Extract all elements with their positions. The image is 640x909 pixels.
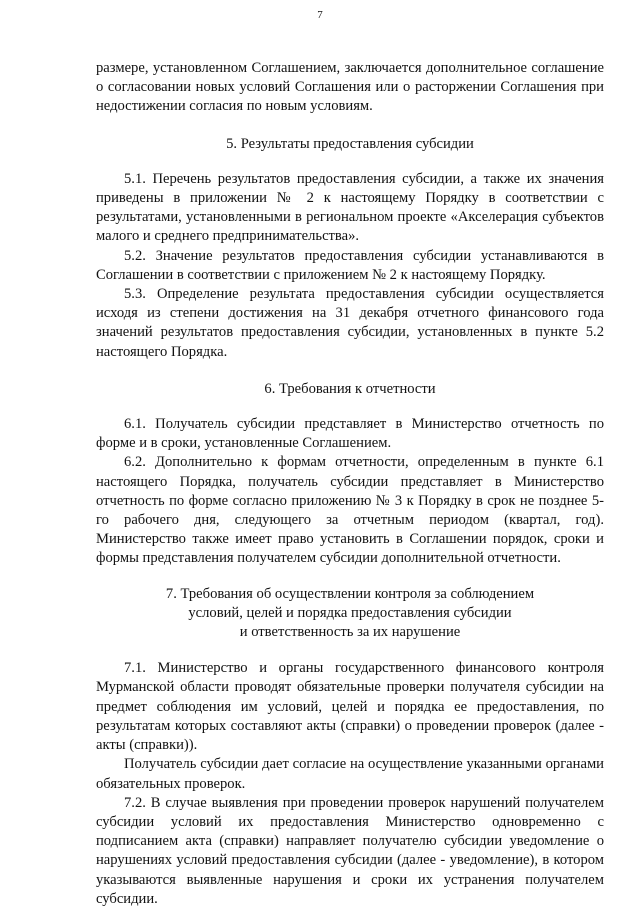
paragraph-7-1: 7.1. Министерство и органы государственного финансового контроля Мурманской области проводят обязательные проверки получателя субсидии на предмет соблюдения им условий, целей и порядка ее предоставления, по результатам которых составляют акты (справки) о проведении проверок (далее - акты (справки)). <box>96 660 604 754</box>
top-paragraph: размере, установленном Соглашением, заключается дополнительное соглашение о согласовании новых условий Соглашения или о расторжении Соглашения при недостижении согласия по новым условиям. <box>96 60 604 115</box>
paragraph-6-1: 6.1. Получатель субсидии представляет в Министерство отчетность по форме и в сроки, установленные Соглашением. <box>96 416 604 452</box>
section-7-heading <box>96 585 604 643</box>
section-6-heading: 6. Требования к отчетности <box>264 380 436 397</box>
document-body <box>96 59 604 909</box>
paragraph-5-2: 5.2. Значение результатов предоставления субсидии устанавливаются в Соглашении в соответствии с приложением № 2 к настоящему Порядку. <box>96 247 604 283</box>
section-7-heading-line-2: условий, целей и порядка предоставления субсидии <box>188 604 512 621</box>
page-number: 7 <box>317 9 323 21</box>
paragraph-5-3: 5.3. Определение результата предоставления субсидии осуществляется исходя из степени достижения на 31 декабря отчетного финансового года значений результатов предоставления субсидии, установленных в пункте 5.2 настоящего Порядка. <box>96 286 604 360</box>
section-7-heading-line-1: 7. Требования об осуществлении контроля за соблюдением <box>165 585 535 602</box>
section-5-heading: 5. Результаты предоставления субсидии <box>226 135 474 152</box>
section-7-heading-line-3: и ответственность за их нарушение <box>239 624 461 641</box>
paragraph-7-1-consent: Получатель субсидии дает согласие на осуществление указанными органами обязательных проверок. <box>96 756 604 792</box>
paragraph-7-2: 7.2. В случае выявления при проведении проверок нарушений получателем субсидии условий их предоставления Министерство одновременно с подписанием акта (справки) направляет получателю субсидии уведомление о нарушениях условий предоставления субсидии (далее - уведомление), в котором указываются выявленные нарушения и сроки их устранения получателем субсидии. <box>96 794 604 907</box>
paragraph-5-1: 5.1. Перечень результатов предоставления субсидии, а также их значения приведены в приложении № 2 к настоящему Порядку в соответствии с результатами, установленными в региональном проекте «Акселерация субъектов малого и среднего предпринимательства». <box>96 170 604 245</box>
paragraph-6-2: 6.2. Дополнительно к формам отчетности, определенным в пункте 6.1 настоящего Порядка, получатель субсидии представляет в Министерство отчетность по форме согласно приложению № 3 к Порядку в срок не позднее 5-го рабочего дня, следующего за отчетным периодом (квартал, год). Министерство также имеет право установить в Соглашении порядок, сроки и формы представления получателем субсидии дополнительной отчетности. <box>96 454 604 567</box>
